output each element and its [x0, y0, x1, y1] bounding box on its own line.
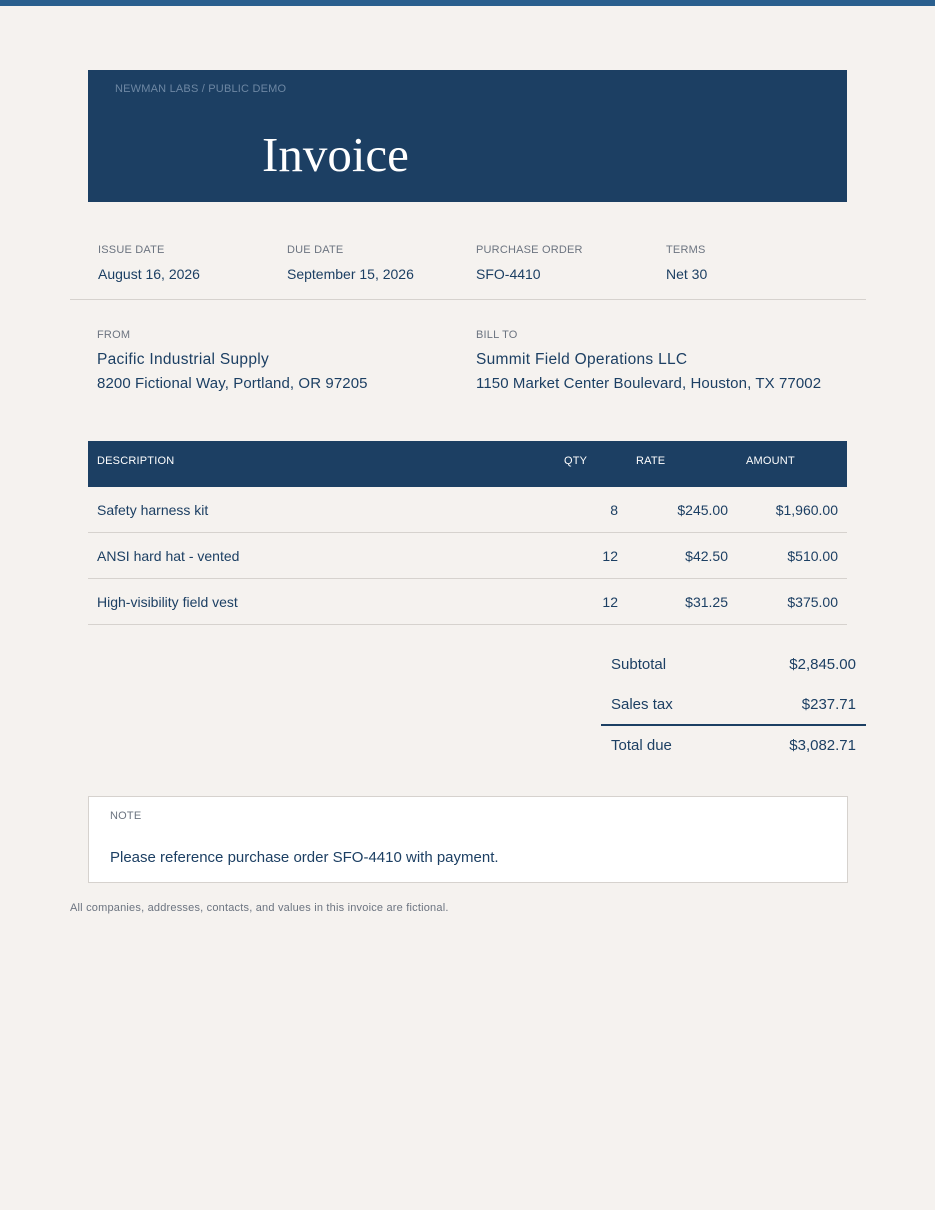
table-row [88, 533, 847, 579]
due-date-label: DUE DATE [287, 244, 344, 256]
from-address: 8200 Fictional Way, Portland, OR 97205 [97, 375, 368, 392]
row-qty: 8 [610, 502, 618, 518]
header-rate: RATE [636, 455, 666, 467]
from-name: Pacific Industrial Supply [97, 351, 270, 368]
total-due-row [601, 724, 866, 764]
totals-block [601, 644, 866, 764]
tax-value: $237.71 [801, 696, 856, 713]
bill-to-block [476, 329, 821, 392]
terms-label: TERMS [666, 244, 706, 256]
subtotal-value: $2,845.00 [789, 656, 856, 673]
subtotal-label: Subtotal [611, 656, 667, 673]
issue-date-value: August 16, 2026 [98, 266, 200, 282]
bill-to-name: Summit Field Operations LLC [476, 351, 688, 368]
row-amount: $1,960.00 [775, 502, 838, 518]
row-rate: $42.50 [685, 548, 728, 564]
issue-date-label: ISSUE DATE [98, 244, 165, 256]
brand-label: NEWMAN LABS / PUBLIC DEMO [115, 83, 287, 95]
subtotal-row [601, 644, 866, 684]
purchase-order [476, 244, 583, 282]
tax-label: Sales tax [611, 696, 673, 713]
table-row [88, 487, 847, 533]
invoice-header [88, 70, 847, 202]
top-accent-bar [0, 0, 935, 6]
row-qty: 12 [602, 548, 618, 564]
table-header [88, 441, 847, 487]
from-label: FROM [97, 329, 131, 341]
footer-disclaimer: All companies, addresses, contacts, and values in this invoice are fictional. [70, 902, 449, 914]
bill-to-address: 1150 Market Center Boulevard, Houston, TX 77002 [476, 375, 822, 392]
table-row [88, 579, 847, 625]
note-text: Please reference purchase order SFO-4410 with payment. [110, 849, 499, 866]
row-amount: $510.00 [787, 548, 838, 564]
row-description: Safety harness kit [97, 502, 209, 518]
due-date-value: September 15, 2026 [287, 266, 414, 282]
row-rate: $245.00 [677, 502, 728, 518]
row-description: High-visibility field vest [97, 594, 238, 610]
row-amount: $375.00 [787, 594, 838, 610]
terms [666, 244, 707, 282]
header-amount: AMOUNT [746, 455, 795, 467]
line-items-table [88, 441, 847, 625]
section-divider [70, 299, 866, 300]
header-qty: QTY [564, 455, 588, 467]
total-due-label: Total due [611, 737, 672, 754]
purchase-order-label: PURCHASE ORDER [476, 244, 583, 256]
note-box [88, 796, 848, 883]
issue-date [98, 244, 200, 282]
purchase-order-value: SFO-4410 [476, 266, 541, 282]
due-date [287, 244, 414, 282]
row-rate: $31.25 [685, 594, 728, 610]
total-due-value: $3,082.71 [789, 737, 856, 754]
row-description: ANSI hard hat - vented [97, 548, 240, 564]
row-qty: 12 [602, 594, 618, 610]
header-description: DESCRIPTION [97, 455, 175, 467]
tax-row [601, 684, 866, 724]
bill-to-label: BILL TO [476, 329, 518, 341]
note-label: NOTE [110, 810, 142, 822]
page-title: Invoice [262, 127, 409, 182]
from-block [97, 329, 368, 392]
terms-value: Net 30 [666, 266, 708, 282]
